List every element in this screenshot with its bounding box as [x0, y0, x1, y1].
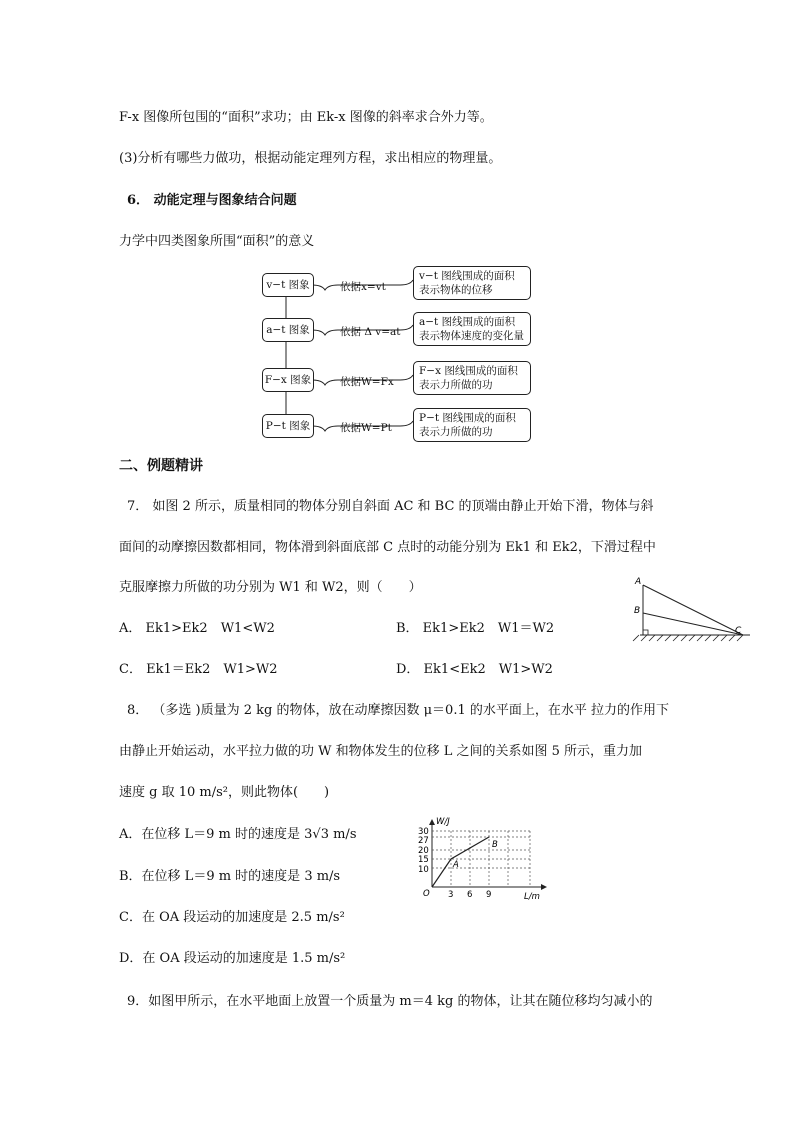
q8-line2: 由静止开始运动，水平拉力做的功 W 和物体发生的位移 L 之间的关系如图 5 所示，重力加 — [119, 744, 643, 759]
diagram-fx-meaning: F−x 图线围成的面积表示力所做的功 — [413, 361, 531, 395]
q7-line1: 7． 如图 2 所示，质量相同的物体分别自斜面 AC 和 BC 的顶端由静止开始下滑，物体与斜 — [127, 499, 654, 514]
q8-work-displacement-graph — [408, 815, 568, 900]
diagram-vt-box: v−t 图象 — [262, 273, 314, 297]
diagram-fx-box: F−x 图象 — [262, 368, 314, 392]
q8-option-b[interactable]: B．在位移 L＝9 m 时的速度是 3 m/s — [119, 869, 341, 884]
q8-option-d[interactable]: D．在 OA 段运动的加速度是 1.5 m/s² — [119, 951, 346, 966]
diagram-at-label: 依据 Δ v=at — [340, 326, 401, 338]
q8-ytick-20: 20 — [418, 846, 429, 856]
part2-heading: 二、例题精讲 — [119, 458, 203, 474]
q9-line1: 9．如图甲所示，在水平地面上放置一个质量为 m＝4 kg 的物体，让其在随位移均匀减小的 — [127, 994, 653, 1009]
diagram-vt-meaning: v−t 图线围成的面积表示物体的位移 — [413, 266, 531, 300]
q7-label-a: A — [635, 577, 642, 587]
diagram-fx-label: 依据W=Fx — [340, 376, 394, 388]
section-heading-6: 6． 动能定理与图象结合问题 — [127, 193, 297, 208]
q8-option-c[interactable]: C．在 OA 段运动的加速度是 2.5 m/s² — [119, 910, 345, 925]
q8-xlabel: L/m — [524, 892, 540, 902]
q8-ytick-30: 30 — [418, 827, 429, 837]
q7-option-b[interactable]: B． Ek1>Ek2 W1＝W2 — [396, 621, 555, 636]
diagram-pt-box: P−t 图象 — [262, 414, 314, 438]
q8-option-a[interactable]: A．在位移 L＝9 m 时的速度是 3√3 m/s — [119, 827, 357, 842]
q8-point-a: A — [453, 860, 459, 870]
diagram-pt-label: 依据W=Pt — [340, 422, 392, 434]
q8-xtick-9: 9 — [486, 890, 492, 900]
q8-ylabel: W/J — [436, 817, 450, 827]
section-intro: 力学中四类图象所围“面积”的意义 — [119, 234, 315, 249]
q8-ytick-15: 15 — [418, 855, 429, 865]
q8-origin: O — [423, 889, 430, 899]
diagram-pt-meaning: P−t 图线围成的面积表示力所做的功 — [413, 408, 531, 442]
q7-option-d[interactable]: D． Ek1<Ek2 W1>W2 — [396, 662, 553, 677]
q7-option-c[interactable]: C． Ek1＝Ek2 W1>W2 — [119, 662, 278, 677]
q8-line3: 速度 g 取 10 m/s²，则此物体( ) — [119, 785, 330, 800]
q8-xtick-6: 6 — [467, 890, 473, 900]
q8-xtick-3: 3 — [448, 890, 454, 900]
q8-ytick-10: 10 — [418, 865, 429, 875]
q7-line2: 面间的动摩擦因数都相同，物体滑到斜面底部 C 点时的动能分别为 Ek1 和 Ek2，下滑过程中 — [119, 540, 656, 555]
q8-line1: 8． （多选 )质量为 2 kg 的物体，放在动摩擦因数 μ＝0.1 的水平面上，在水平 拉力的作用下 — [127, 703, 669, 718]
text-line-analysis: (3)分析有哪些力做功，根据动能定理列方程，求出相应的物理量。 — [119, 151, 502, 166]
q7-label-c: C — [735, 626, 742, 636]
text-line-area-work: F-x 图像所包围的“面积”求功；由 Ek-x 图像的斜率求合外力等。 — [119, 110, 493, 125]
diagram-at-meaning: a−t 图线围成的面积表示物体速度的变化量 — [413, 312, 531, 346]
diagram-vt-label: 依据x=vt — [340, 281, 386, 293]
q7-incline-figure — [625, 575, 755, 645]
q7-label-b: B — [634, 606, 641, 616]
q8-point-b: B — [492, 840, 498, 850]
q7-option-a[interactable]: A． Ek1>Ek2 W1<W2 — [119, 621, 275, 636]
q8-ytick-27: 27 — [418, 836, 429, 846]
diagram-at-box: a−t 图象 — [262, 318, 314, 342]
q7-line3: 克服摩擦力所做的功分别为 W1 和 W2，则（ ） — [119, 580, 422, 595]
